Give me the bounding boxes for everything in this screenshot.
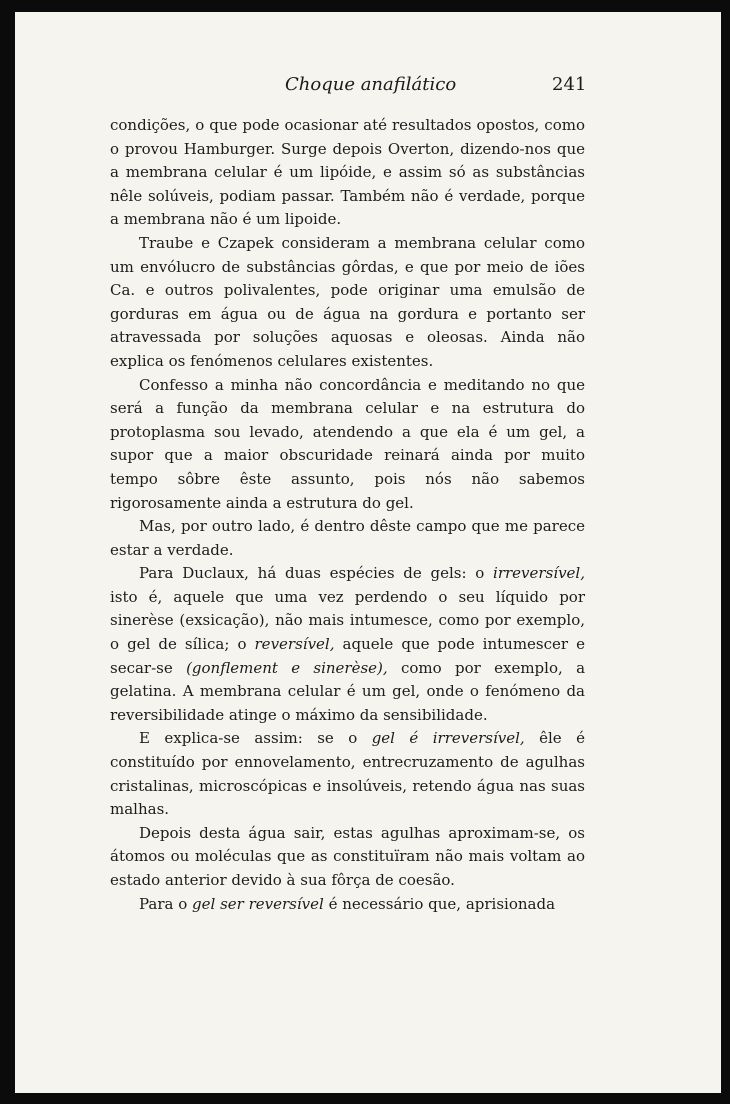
paragraph (110, 515, 585, 562)
text-run: êle é constituído por ennovelamento, entrecruzamento de agulhas cristalinas, microscópicas e insolúveis, retendo água nas suas malhas. (110, 729, 585, 819)
text-run: Depois desta água sair, estas agulhas aproximam-se, os átomos ou moléculas que as constituïram não mais voltam ao estado anterior devido à sua fôrça de coesão. (110, 823, 585, 889)
running-title: Choque anafilático (285, 74, 457, 95)
text-run: Mas, por outro lado, é dentro dêste campo que me parece estar a verdade. (110, 517, 585, 559)
text-run: condições, o que pode ocasionar até resultados opostos, como o provou Hamburger. Surge depois Overton, dizendo-nos que a membrana celular é um lipóide, e assim só as substâncias nêle solúveis, podiam passar. Também não é verdade, porque a membrana não é um lipoide. (110, 116, 585, 229)
text-run: E explica-se assim: se o (139, 729, 372, 748)
text-run: Traube e Czapek consideram a membrana celular como um envólucro de substâncias gôrdas, e que por meio de iões Ca. e outros polivalentes, pode originar uma emulsão de gorduras em água ou de água na gordura e portanto ser atravessada por soluções aquosas e oleosas. Ainda não explica os fenómenos celulares existentes. (110, 233, 585, 370)
paragraph (110, 893, 585, 917)
text-run: é necessário que, aprisionada (323, 894, 556, 913)
text-run: Para o (139, 894, 193, 913)
text-run: isto é, aquele que uma vez perdendo o seu líquido por sinerèse (exsicação), não mais intumesce, como por exemplo, o gel de sílica; o (110, 587, 585, 654)
paragraph (110, 727, 585, 821)
text-run: Confesso a minha não concordância e meditando no que será a função da membrana celular e na estrutura do protoplasma sou levado, atendendo a que ela é um gel, a supor que a maior obscuridade reinará ainda por muito tempo sôbre êste assunto, pois nós não sabemos rigorosamente ainda a estrutura do gel. (110, 375, 585, 512)
body-text (110, 114, 585, 916)
page-header (15, 74, 721, 104)
paragraph (110, 822, 585, 893)
italic-term: gel ser reversível (192, 894, 324, 913)
text-run: como por exemplo, a gelatina. A membrana celular é um gel, onde o fenómeno da reversibilidade atinge o máximo da sensibilidade. (110, 658, 586, 724)
italic-term: reversível, (254, 635, 335, 654)
paragraph (110, 562, 585, 727)
paragraph (110, 114, 585, 232)
paragraph (110, 232, 585, 374)
book-page (15, 12, 721, 1093)
italic-term: (gonflement e sinerèse), (186, 658, 388, 677)
page-number: 241 (552, 74, 587, 95)
text-run: aquele que pode intumescer e secar-se (110, 635, 585, 677)
paragraph (110, 374, 585, 516)
italic-term: irreversível, (493, 564, 585, 583)
text-run: Para Duclaux, há duas espécies de gels: o (139, 564, 494, 583)
italic-term: gel é irreversível, (371, 729, 525, 748)
